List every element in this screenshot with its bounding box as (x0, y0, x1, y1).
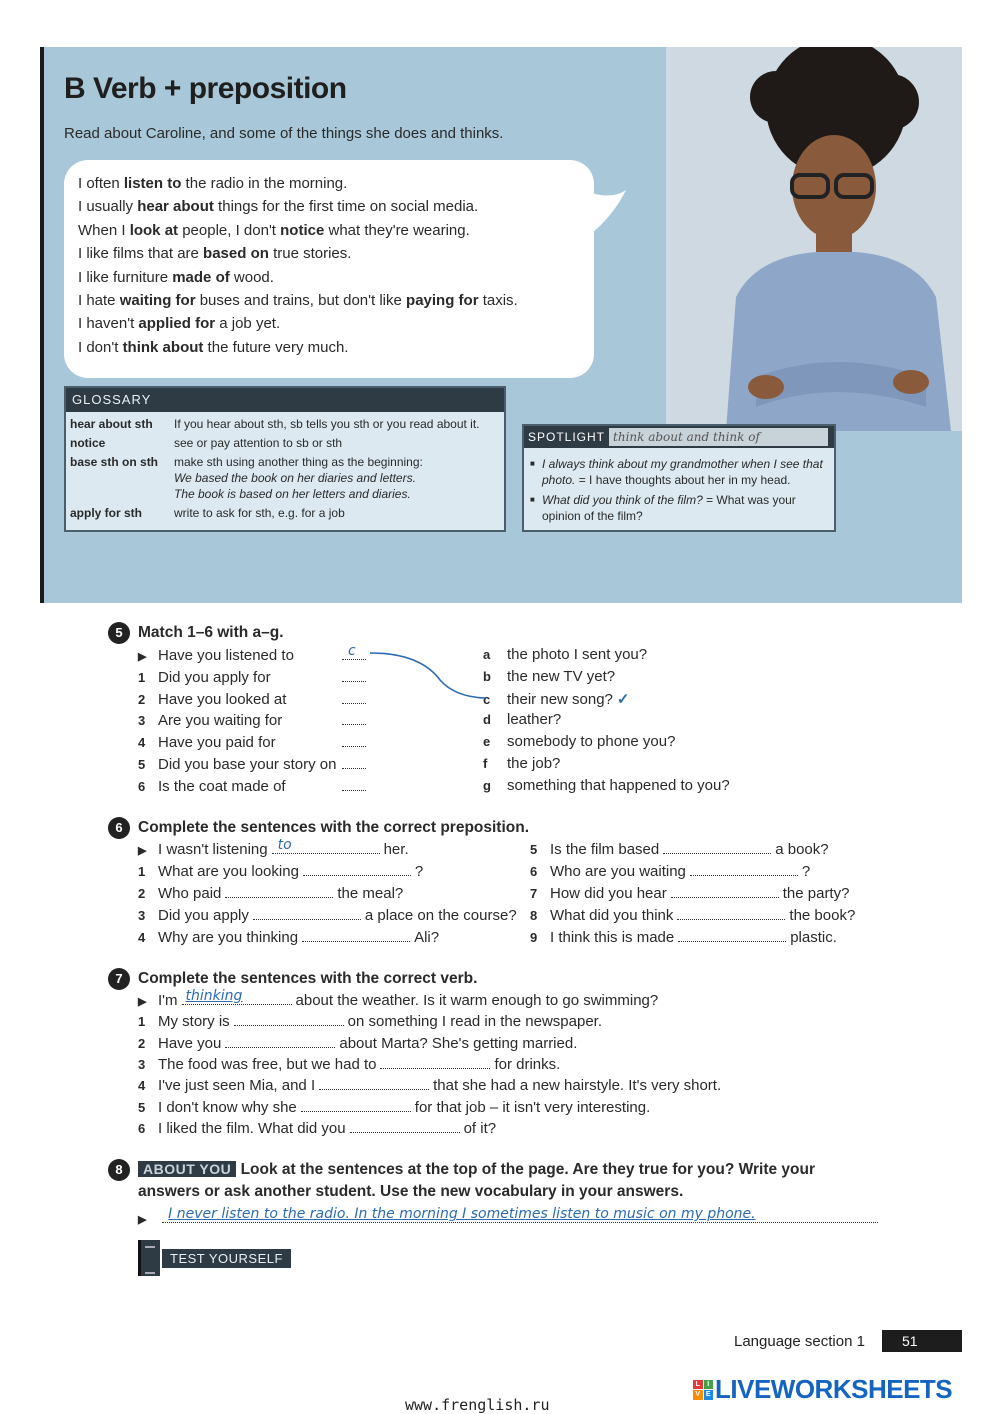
verb-blank[interactable] (301, 1098, 411, 1112)
answer-text[interactable]: thinking (185, 988, 243, 1004)
line-text: wood. (229, 268, 274, 286)
bubble-line (78, 289, 580, 312)
match-left-item (138, 668, 366, 686)
line-text: I often (78, 175, 124, 192)
preposition-blank[interactable] (677, 906, 785, 920)
bubble-line (78, 242, 580, 265)
line-text: I usually (78, 198, 138, 216)
bubble-line (78, 219, 580, 242)
item-text: her. (383, 841, 409, 858)
line-text: buses and trains, but don't like (195, 292, 407, 310)
answer-text[interactable]: c (348, 643, 356, 659)
item-text: I've just seen Mia, and I (158, 1077, 316, 1095)
spotlight-item (524, 490, 834, 526)
item-text: What did you think (550, 907, 674, 924)
spotlight-example: What did you think of the film? (542, 493, 703, 507)
test-yourself-button[interactable] (138, 1240, 291, 1276)
match-right-item (483, 646, 647, 663)
item-text: for drinks. (494, 1055, 561, 1073)
key-phrase: waiting for (119, 292, 196, 310)
glossary-term: base sth on sth (70, 455, 159, 469)
match-left-item (138, 733, 366, 751)
speech-bubble-tail (588, 190, 628, 240)
item-text: somebody to phone you? (507, 733, 676, 751)
preposition-blank[interactable] (678, 928, 786, 942)
match-left-item (138, 711, 366, 729)
bubble-line (78, 336, 580, 359)
match-right-item (483, 755, 560, 772)
item-text: My story is (158, 1013, 230, 1031)
item-text: that she had a new hairstyle. It's very short. (433, 1077, 722, 1095)
item-number: 1 (138, 1014, 146, 1030)
item-text: the meal? (337, 885, 404, 902)
glossary-definition (174, 435, 500, 451)
item-number: ▶ (138, 996, 147, 1008)
preposition-blank[interactable] (302, 928, 410, 942)
line-text: the future very much. (203, 338, 349, 356)
item-letter: b (483, 668, 491, 684)
item-number: 6 (138, 1120, 146, 1136)
glossary-definition (174, 416, 500, 432)
line-text: I don't (78, 338, 123, 356)
match-right-item (483, 668, 615, 685)
exercise-number: 8 (108, 1159, 130, 1181)
glossary-entry (66, 416, 504, 432)
exercise-number: 7 (108, 968, 130, 990)
key-phrase: notice (280, 221, 325, 239)
item-number: 2 (138, 691, 146, 707)
item-number: 4 (138, 930, 146, 945)
item-number: 4 (138, 735, 146, 751)
item-text: their new song? (507, 690, 613, 708)
item-number: 6 (138, 778, 146, 794)
example-sentence: The book is based on her letters and diaries. (174, 487, 411, 501)
item-text: Who are you waiting (550, 863, 686, 880)
item-text: the party? (782, 885, 850, 902)
gap-fill-item (530, 884, 849, 902)
item-text: I wasn't listening (158, 841, 268, 858)
exercise-title-line1: Look at the sentences at the top of the page. Are they true for you? Write your (240, 1161, 816, 1178)
exercise-title: Complete the sentences with the correct verb. (138, 970, 478, 987)
spotlight-meaning: = I have thoughts about her in my head. (575, 473, 791, 487)
glossary-definition (174, 454, 500, 502)
item-text: of it? (463, 1119, 497, 1137)
glossary-definition (174, 505, 500, 521)
glossary-heading: GLOSSARY (66, 388, 504, 412)
check-icon: ✓ (616, 690, 630, 708)
item-text: the book? (789, 907, 856, 924)
match-left-item (138, 643, 366, 664)
preposition-blank[interactable] (253, 906, 361, 920)
item-number: 5 (138, 757, 146, 772)
match-answer-blank[interactable] (342, 733, 366, 747)
item-number: ▶ (138, 651, 147, 663)
gap-fill-item (138, 862, 423, 880)
verb-blank[interactable] (234, 1012, 344, 1026)
preposition-blank[interactable] (663, 840, 771, 854)
item-text: Have you looked at (158, 690, 287, 708)
gap-fill-item (530, 862, 810, 880)
woman-photo (666, 47, 962, 431)
item-text: plastic. (790, 929, 837, 946)
exercise-title-line2: answers or ask another student. Use the new vocabulary in your answers. (138, 1183, 684, 1200)
test-yourself-label: TEST YOURSELF (162, 1249, 291, 1268)
match-right-item (483, 690, 629, 708)
line-text: When I (78, 221, 130, 239)
item-text: I'm (158, 992, 178, 1009)
item-number: 2 (138, 1035, 146, 1051)
key-phrase: hear about (137, 198, 214, 216)
item-text: the job? (507, 755, 561, 772)
item-text: I don't know why she (158, 1098, 297, 1116)
exercise-8-answer-row (138, 1205, 878, 1227)
line-text: I like furniture (78, 268, 173, 286)
item-text: I liked the film. What did you (158, 1119, 346, 1137)
footer-section: Language section 1 (734, 1333, 865, 1350)
item-text: Did you apply (158, 907, 249, 924)
item-text: What are you looking (158, 863, 299, 880)
item-text: I think this is made (550, 929, 675, 946)
gap-fill-item (138, 884, 403, 902)
answer-line[interactable] (162, 1205, 878, 1223)
liveworksheets-wordmark: LIVEWORKSHEETS (715, 1374, 953, 1404)
item-text: the new TV yet? (507, 667, 616, 685)
glossary-entry (66, 435, 504, 451)
preposition-blank[interactable] (690, 862, 798, 876)
glossary-box (64, 386, 506, 532)
bubble-line (78, 172, 580, 195)
item-number: 9 (530, 930, 538, 945)
item-number: 4 (138, 1078, 146, 1094)
key-phrase: think about (122, 338, 204, 356)
item-text: Who paid (158, 885, 222, 902)
bubble-line (78, 312, 580, 335)
key-phrase: paying for (406, 292, 479, 310)
line-text: taxis. (478, 292, 518, 310)
item-text: a book? (775, 841, 829, 858)
gap-fill-item (530, 906, 855, 924)
section-intro: Read about Caroline, and some of the things she does and thinks. (64, 125, 504, 142)
item-text: ? (801, 863, 811, 880)
item-text: The food was free, but we had to (158, 1055, 377, 1073)
item-text: ? (414, 863, 424, 880)
item-text: a place on the course? (364, 907, 517, 924)
gap-fill-item (138, 1098, 650, 1116)
glossary-term: hear about sth (70, 417, 153, 431)
answer-text[interactable]: to (277, 837, 292, 853)
item-number: 6 (530, 864, 538, 879)
verb-blank[interactable] (380, 1055, 490, 1069)
item-letter: e (483, 734, 491, 750)
verb-blank[interactable] (350, 1119, 460, 1133)
item-text: for that job – it isn't very interesting. (414, 1098, 651, 1116)
line-text: I haven't (78, 315, 139, 333)
item-letter: d (483, 712, 491, 728)
gap-fill-item (138, 906, 517, 924)
item-text: the photo I sent you? (507, 646, 648, 663)
line-text: I hate (78, 292, 120, 310)
line-text: what they're wearing. (324, 221, 470, 239)
item-number: 3 (138, 1056, 146, 1072)
item-letter: c (483, 691, 491, 707)
item-text: Did you apply for (158, 668, 271, 686)
liveworksheets-brand[interactable] (693, 1374, 952, 1405)
glossary-entry (66, 454, 504, 502)
item-number: 8 (530, 908, 538, 923)
item-text: about the weather. Is it warm enough to go swimming? (295, 992, 659, 1009)
item-letter: a (483, 647, 491, 662)
definition-text: make sth using another thing as the beginning: (174, 455, 423, 469)
preposition-blank[interactable] (272, 837, 380, 854)
gap-fill-item (138, 928, 439, 946)
item-number: 7 (530, 886, 538, 901)
about-you-badge: ABOUT YOU (138, 1161, 236, 1177)
preposition-blank[interactable] (303, 862, 411, 876)
preposition-blank[interactable] (671, 884, 779, 898)
key-phrase: listen to (123, 175, 182, 192)
speech-bubble (64, 160, 594, 378)
item-text: something that happened to you? (507, 776, 730, 794)
item-number: 3 (138, 713, 146, 729)
item-number: ▶ (138, 845, 147, 857)
gap-fill-item (138, 988, 659, 1009)
match-answer-blank[interactable] (342, 777, 366, 791)
match-right-item (483, 711, 561, 728)
item-number: 1 (138, 669, 146, 685)
notebook-icon (138, 1240, 160, 1276)
line-text: I like films that are (78, 245, 204, 263)
gap-fill-item (138, 1076, 721, 1094)
gap-fill-item (138, 1034, 577, 1052)
item-text: Have you paid for (158, 734, 276, 752)
exercise-number: 6 (108, 817, 130, 839)
glossary-term: apply for sth (70, 506, 143, 520)
exercise-title (138, 1161, 815, 1179)
verb-blank[interactable] (225, 1034, 335, 1048)
glossary-term: notice (70, 436, 106, 450)
gap-fill-item (530, 928, 837, 946)
item-number: 3 (138, 908, 146, 923)
item-text: leather? (507, 711, 562, 729)
source-url[interactable]: www.frenglish.ru (405, 1396, 550, 1414)
glossary-entry (66, 505, 504, 521)
line-text: the radio in the morning. (181, 175, 348, 192)
exercise-title: Complete the sentences with the correct preposition. (138, 819, 530, 836)
match-line (360, 645, 490, 705)
verb-blank[interactable] (182, 988, 292, 1005)
item-number: 5 (138, 1099, 146, 1115)
item-text: Is the film based (550, 841, 660, 858)
section-title: B Verb + preposition (64, 72, 347, 105)
line-text: people, I don't (178, 221, 281, 239)
gap-fill-item (138, 837, 409, 858)
key-phrase: based on (203, 245, 269, 263)
match-answer-blank[interactable] (342, 711, 366, 725)
item-text: Have you listened to (158, 647, 294, 664)
item-text: Did you base your story on (158, 756, 337, 773)
definition-text: If you hear about sth, sb tells you sth or you read about it. (174, 417, 480, 431)
bubble-line (78, 266, 580, 289)
page-number: 51 (882, 1330, 962, 1352)
match-left-item (138, 755, 366, 773)
match-left-item (138, 777, 366, 795)
liveworksheets-logo-icon: L I V E (693, 1380, 713, 1400)
preposition-blank[interactable] (225, 884, 333, 898)
gap-fill-item (138, 1012, 602, 1030)
item-text: How did you hear (550, 885, 667, 902)
exercise-title: Match 1–6 with a–g. (138, 624, 284, 641)
item-letter: f (483, 756, 488, 771)
item-number: 2 (138, 886, 146, 901)
spotlight-item (524, 454, 834, 490)
answer-text[interactable]: I never listen to the radio. In the morning I sometimes listen to music on my phone. (168, 1206, 756, 1222)
spotlight-example: I always think about my grandmother when I see that photo. (542, 457, 823, 487)
line-text: true stories. (268, 245, 352, 263)
match-left-item (138, 690, 366, 708)
bubble-line (78, 195, 580, 218)
example-marker: ▶ (138, 1214, 147, 1226)
gap-fill-item (138, 1055, 560, 1073)
item-number: 5 (530, 842, 538, 857)
line-text: a job yet. (215, 315, 281, 333)
item-letter: g (483, 777, 491, 793)
item-text: Are you waiting for (158, 712, 283, 730)
definition-text: write to ask for sth, e.g. for a job (174, 506, 345, 520)
item-number: 1 (138, 864, 146, 879)
key-phrase: made of (172, 268, 230, 286)
item-text: Have you (158, 1034, 222, 1052)
item-text: on something I read in the newspaper. (347, 1013, 603, 1031)
gap-fill-item (530, 840, 829, 858)
match-right-item (483, 777, 730, 794)
exercise-number: 5 (108, 622, 130, 644)
spotlight-label: SPOTLIGHT (528, 430, 606, 444)
verb-blank[interactable] (319, 1076, 429, 1090)
spotlight-meaning: = What was your opinion of the film? (542, 493, 796, 523)
item-text: about Marta? She's getting married. (339, 1034, 578, 1052)
example-sentence: We based the book on her diaries and letters. (174, 471, 416, 485)
spotlight-title: think about and think of (609, 428, 828, 446)
key-phrase: applied for (138, 315, 216, 333)
line-text: things for the first time on social media. (213, 198, 479, 216)
definition-text: see or pay attention to sb or sth (174, 436, 343, 450)
item-text: Ali? (414, 929, 440, 946)
item-text: Why are you thinking (158, 929, 299, 946)
spotlight-box (522, 424, 836, 532)
match-right-item (483, 733, 675, 750)
item-text: Is the coat made of (158, 777, 286, 795)
gap-fill-item (138, 1119, 496, 1137)
match-answer-blank[interactable] (342, 755, 366, 769)
key-phrase: look at (129, 221, 179, 239)
